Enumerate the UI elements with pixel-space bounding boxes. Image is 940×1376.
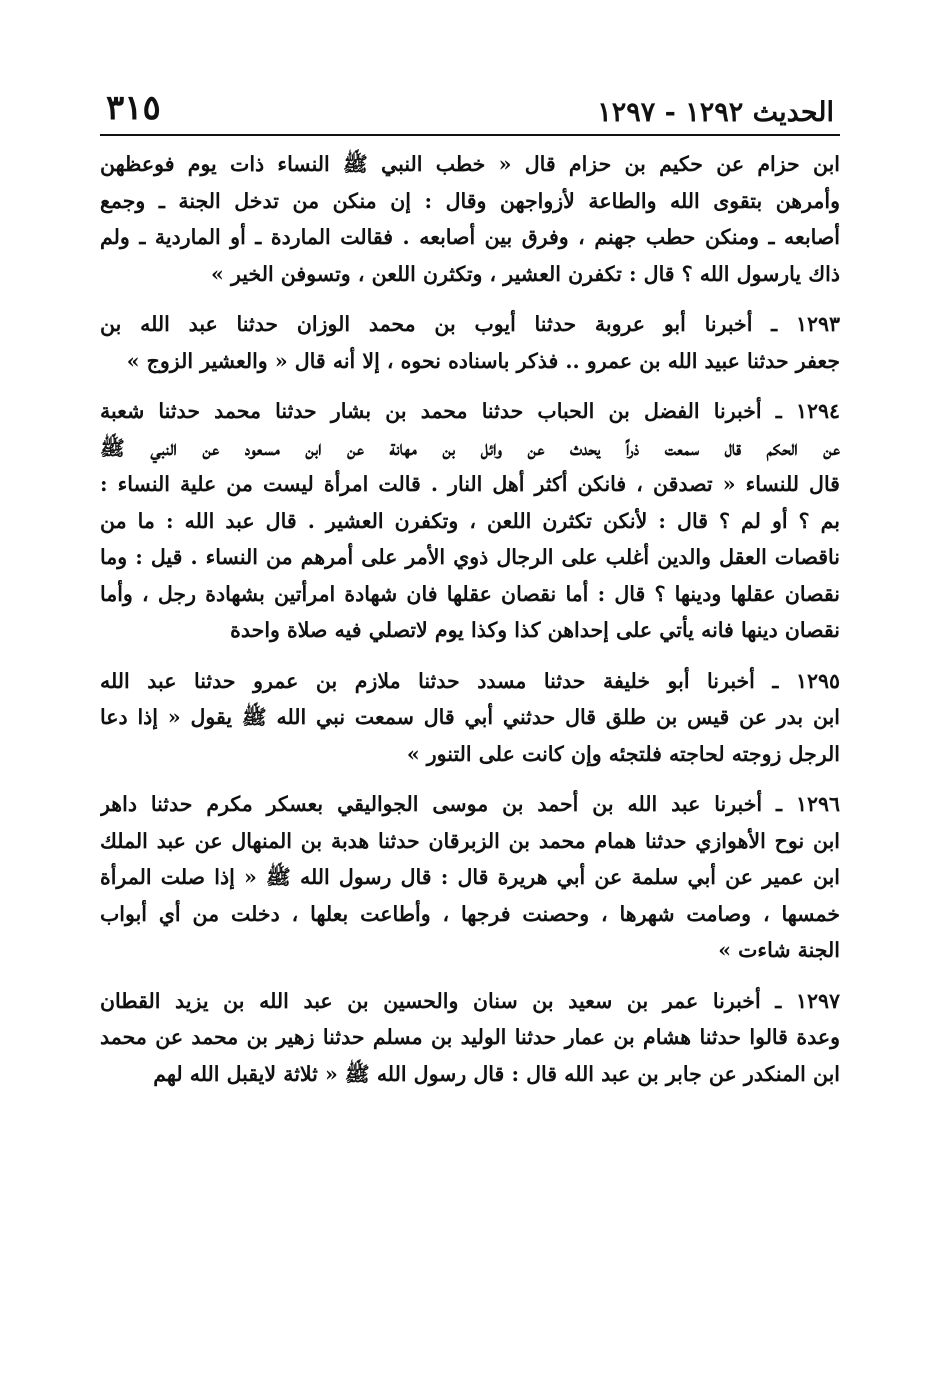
text-line: ١٢٩٣ ـ أخبرنا أبو عروبة حدثنا أيوب بن محمد الوزان حدثنا عبد الله بن bbox=[100, 312, 840, 336]
hadith-paragraph bbox=[100, 146, 840, 292]
text-line: ١٢٩٤ ـ أخبرنا الفضل بن الحباب حدثنا محمد بن بشار حدثنا محمد حدثنا شعبة bbox=[100, 399, 840, 423]
text-line: ناقصات العقل والدين أغلب على الرجال ذوي الأمر على أمرهم من النساء . قيل : وما bbox=[100, 545, 840, 569]
text-line: أصابعه ـ ومنكن حطب جهنم ، وفرق بين أصابعه . فقالت الماردة ـ أو الماردية ـ ولم bbox=[100, 225, 840, 249]
text-line: عن الحكم قال سمعت ذراً يحدث عن وائل بن مهانة عن ابن مسعود عن النبي ﷺ bbox=[100, 435, 840, 460]
page-number: ٣١٥ bbox=[106, 88, 161, 128]
text-line: ابن المنكدر عن جابر بن عبد الله قال : قال رسول الله ﷺ « ثلاثة لايقبل الله لهم bbox=[153, 1061, 840, 1086]
book-page bbox=[100, 80, 840, 1106]
text-line: جعفر حدثنا عبيد الله بن عمرو .. فذكر باسناده نحوه ، إلا أنه قال « والعشير الزوج » bbox=[126, 348, 840, 373]
text-line: وأمرهن بتقوى الله والطاعة لأزواجهن وقال : إن منكن من تدخل الجنة ـ وجمع bbox=[100, 188, 840, 213]
text-line: الرجل زوجته لحاجته فلتجئه وإن كانت على التنور » bbox=[406, 741, 840, 766]
text-line: ابن نوح الأهوازي حدثنا همام محمد بن الزبرقان حدثنا هدبة بن المنهال عن عبد الملك bbox=[100, 828, 840, 853]
text-line: نقصان عقلها ودينها ؟ قال : أما نقصان عقلها فان شهادة امرأتين بشهادة رجل ، وأما bbox=[100, 581, 840, 606]
text-line: ١٢٩٧ ـ أخبرنا عمر بن سعيد بن سنان والحسين بن عبد الله بن يزيد القطان bbox=[100, 988, 840, 1013]
header-title: الحديث ١٢٩٢ - ١٢٩٧ bbox=[597, 97, 834, 128]
hadith-paragraph bbox=[100, 786, 840, 969]
running-header bbox=[100, 80, 840, 136]
hadith-paragraph bbox=[100, 663, 840, 773]
text-line: ١٢٩٦ ـ أخبرنا عبد الله بن أحمد بن موسى الجواليقي بعسكر مكرم حدثنا داهر bbox=[100, 792, 840, 816]
text-line: قال للنساء « تصدقن ، فانكن أكثر أهل النار . قالت امرأة ليست من علية النساء : bbox=[100, 472, 840, 496]
text-line: ابن بدر عن قيس بن طلق قال حدثني أبي قال سمعت نبي الله ﷺ يقول « إذا دعا bbox=[100, 705, 840, 729]
text-line: نقصان دينها فانه يأتي على إحداهن كذا وكذا يوم لاتصلي فيه صلاة واحدة bbox=[230, 618, 840, 642]
text-line: خمسها ، وصامت شهرها ، وحصنت فرجها ، وأطاعت بعلها ، دخلت من أي أبواب bbox=[100, 901, 840, 926]
hadith-paragraph bbox=[100, 393, 840, 649]
text-body bbox=[100, 136, 840, 1092]
text-line: ١٢٩٥ ـ أخبرنا أبو خليفة حدثنا مسدد حدثنا ملازم بن عمرو حدثنا عبد الله bbox=[100, 668, 840, 693]
hadith-paragraph bbox=[100, 983, 840, 1093]
text-line: ذاك يارسول الله ؟ قال : تكفرن العشير ، وتكثرن اللعن ، وتسوفن الخير » bbox=[211, 261, 840, 286]
text-line: بم ؟ أو لم ؟ قال : لأنكن تكثرن اللعن ، وتكفرن العشير . قال عبد الله : ما من bbox=[100, 508, 840, 533]
text-line: ابن حزام عن حكيم بن حزام قال « خطب النبي ﷺ النساء ذات يوم فوعظهن bbox=[100, 152, 840, 176]
text-line: ابن عمير عن أبي سلمة عن أبي هريرة قال : قال رسول الله ﷺ « إذا صلت المرأة bbox=[100, 865, 840, 889]
text-line: الجنة شاءت » bbox=[718, 938, 840, 962]
text-line: وعدة قالوا حدثنا هشام بن عمار حدثنا الوليد بن مسلم حدثنا زهير بن محمد عن محمد bbox=[100, 1025, 840, 1049]
hadith-paragraph bbox=[100, 306, 840, 379]
